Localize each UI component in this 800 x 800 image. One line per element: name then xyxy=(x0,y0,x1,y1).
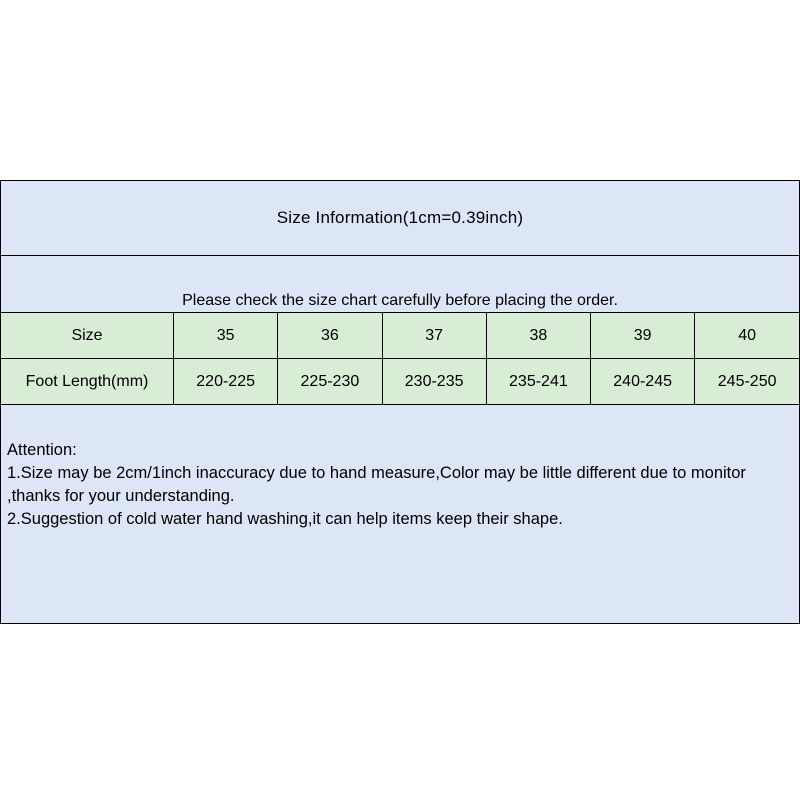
size-cell-40: 40 xyxy=(695,313,799,359)
foot-length-cell-35: 220-225 xyxy=(174,359,278,405)
size-cell-39: 39 xyxy=(591,313,695,359)
size-chart-notice: Please check the size chart carefully before placing the order. xyxy=(182,292,618,309)
foot-length-cell-38: 235-241 xyxy=(486,359,590,405)
size-cell-35: 35 xyxy=(174,313,278,359)
foot-length-cell-39: 240-245 xyxy=(591,359,695,405)
size-cell-37: 37 xyxy=(382,313,486,359)
attention-block xyxy=(1,405,799,623)
row-header-size: Size xyxy=(1,313,174,359)
table-row-foot-length xyxy=(1,359,799,405)
foot-length-cell-36: 225-230 xyxy=(278,359,382,405)
row-header-foot-length: Foot Length(mm) xyxy=(1,359,174,405)
foot-length-cell-37: 230-235 xyxy=(382,359,486,405)
table-row-size xyxy=(1,313,799,359)
attention-line-1: 1.Size may be 2cm/1inch inaccuracy due to hand measure,Color may be little different due to monitor ,thanks for your understanding. xyxy=(7,464,751,505)
chart-title-row xyxy=(1,181,799,256)
size-chart-panel xyxy=(0,180,800,624)
chart-notice-row xyxy=(1,256,799,312)
size-cell-36: 36 xyxy=(278,313,382,359)
page-title: Size Information(1cm=0.39inch) xyxy=(276,208,524,227)
attention-heading: Attention: xyxy=(7,441,77,459)
size-table xyxy=(1,312,799,405)
foot-length-cell-40: 245-250 xyxy=(695,359,799,405)
size-cell-38: 38 xyxy=(486,313,590,359)
attention-line-2: 2.Suggestion of cold water hand washing,it can help items keep their shape. xyxy=(7,510,563,528)
